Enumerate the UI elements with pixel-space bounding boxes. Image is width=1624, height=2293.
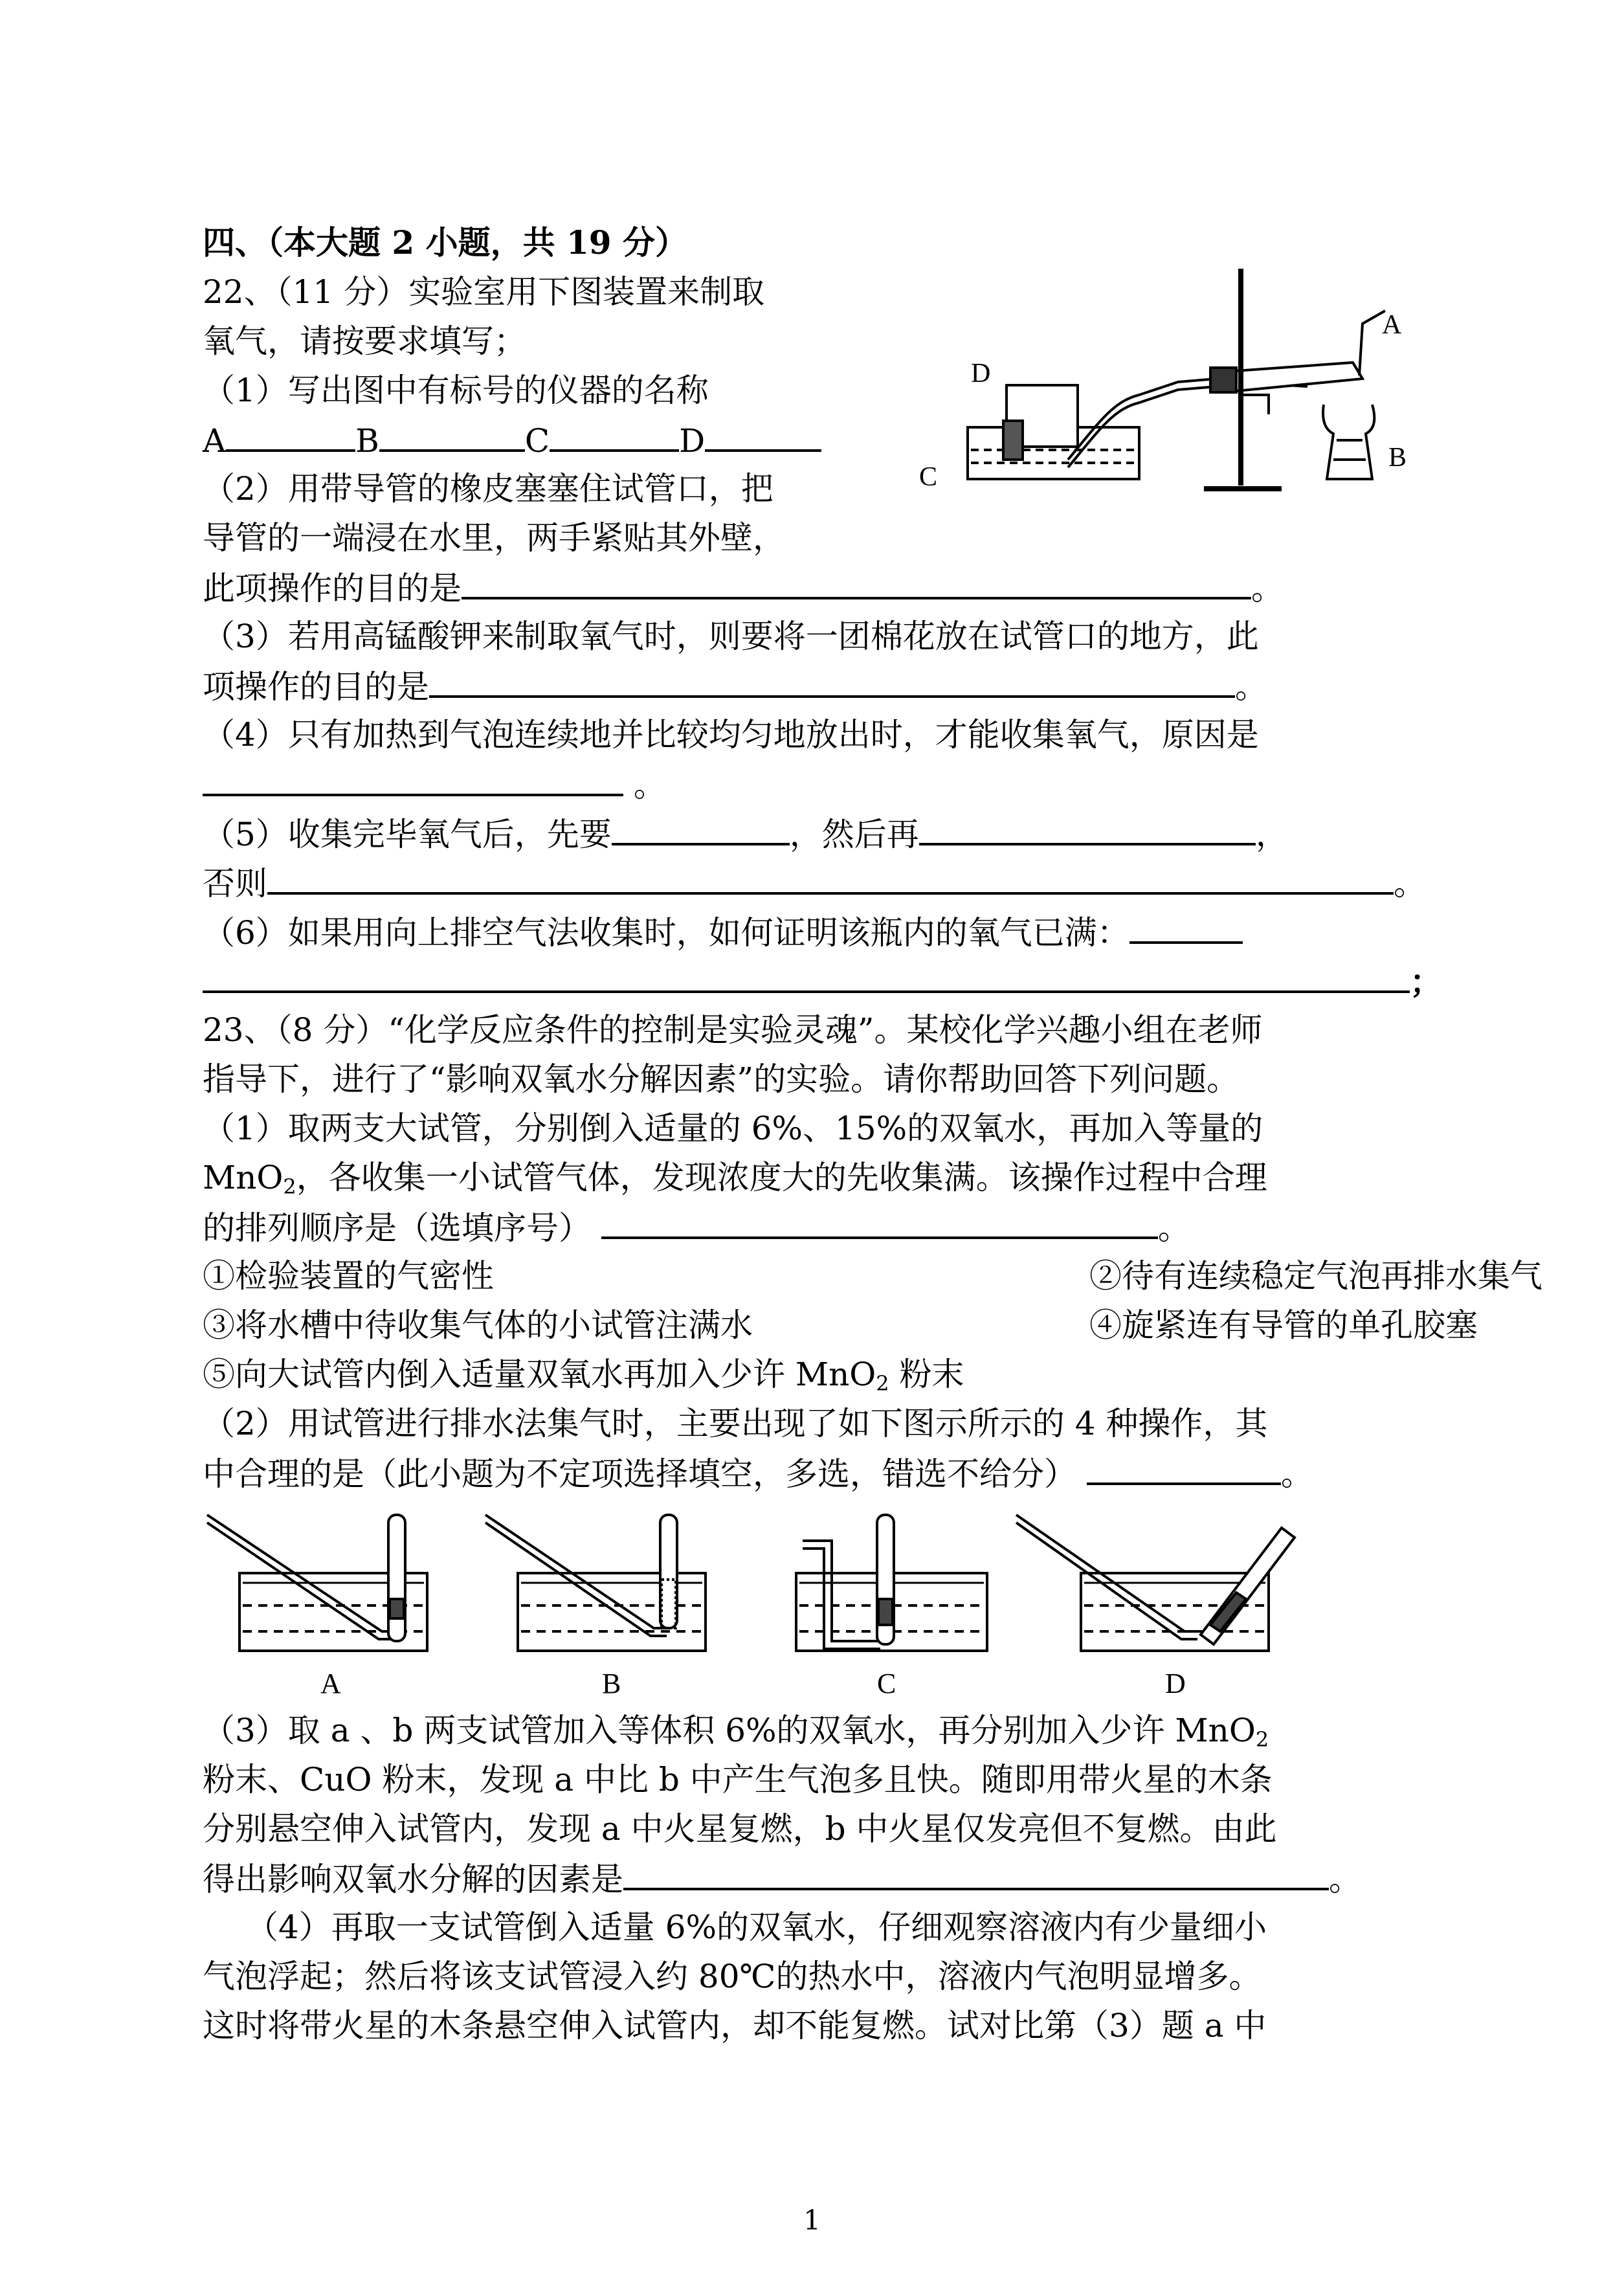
q23-options-row1	[203, 1252, 1542, 1300]
punct: 。	[1235, 668, 1267, 706]
q22-p6a	[203, 908, 1243, 957]
fig-label-c: C	[919, 462, 938, 492]
q22-p2a: （2）用带导管的橡皮塞塞住试管口，把	[203, 470, 773, 508]
punct: ，	[1255, 816, 1288, 853]
q23-p1c-text: 的排列顺序是（选填序号）	[203, 1209, 591, 1247]
q22-line1: 22、（11 分）实验室用下图装置来制取	[203, 273, 765, 311]
q22-p5b-text: 否则	[203, 865, 267, 902]
page-number: 1	[803, 2204, 821, 2236]
q23-p3a	[203, 1706, 1269, 1763]
subscript: 2	[1255, 1727, 1269, 1752]
q22-p2c	[203, 563, 1284, 612]
punct: 。	[1251, 570, 1284, 607]
figure-a-shapes	[207, 1515, 427, 1651]
answer-blank-23-2[interactable]	[1087, 1449, 1281, 1485]
option-4: ④旋紧连有导管的单孔胶塞	[1089, 1306, 1478, 1344]
figure-d-shapes	[1016, 1515, 1295, 1651]
answer-blank-b[interactable]	[379, 416, 525, 452]
q23-options-row2	[203, 1301, 1478, 1349]
answer-blank-23-1[interactable]	[601, 1203, 1158, 1239]
q23-p3b: 粉末、CuO 粉末，发现 a 中比 b 中产生气泡多且快。随即用带火星的木条	[203, 1761, 1273, 1798]
punct: 。	[1280, 1455, 1313, 1493]
option-5-tail: 粉末	[889, 1356, 964, 1393]
fig-label-d: D	[971, 359, 991, 388]
fig-label-a: A	[320, 1668, 341, 1699]
option-3: ③将水槽中待收集气体的小试管注满水	[203, 1306, 753, 1344]
mno2-text: MnO	[203, 1159, 284, 1196]
fig-label-d: D	[1165, 1668, 1186, 1699]
q22-p3b	[203, 662, 1267, 711]
answer-blank-2[interactable]	[462, 563, 1251, 599]
q22-p1: （1）写出图中有标号的仪器的名称	[203, 372, 709, 409]
section-title: 四、（本大题 2 小题，共 19 分）	[203, 223, 687, 262]
answer-blank-23-3[interactable]	[623, 1854, 1329, 1890]
q22-line2: 氧气，请按要求填写；	[203, 322, 526, 360]
q22-p5a	[203, 809, 1288, 858]
fig-label-b: B	[602, 1668, 621, 1699]
answer-blank-6a[interactable]	[1129, 908, 1243, 944]
q22-p3b-text: 项操作的目的是	[203, 668, 429, 706]
q22-p4a: （4）只有加热到气泡连续地并比较均匀地放出时，才能收集氧气，原因是	[203, 716, 1259, 754]
q23-p3a-text: （3）取 a 、b 两支试管加入等体积 6%的双氧水，再分别加入少许 MnO	[203, 1712, 1256, 1749]
blank-label-d: D	[679, 422, 706, 460]
q22-p3a: （3）若用高锰酸钾来制取氧气时，则要将一团棉花放在试管口的地方，此	[203, 618, 1259, 655]
fig-label-a: A	[1382, 310, 1402, 340]
blank-label-b: B	[355, 422, 379, 460]
q22-p2c-text: 此项操作的目的是	[203, 570, 462, 607]
q22-p2b: 导管的一端浸在水里，两手紧贴其外壁，	[203, 519, 785, 557]
figure-b-shapes	[485, 1515, 706, 1651]
figure-c-shapes	[796, 1515, 987, 1651]
q23-p4b: 气泡浮起；然后将该支试管浸入约 80℃的热水中，溶液内气泡明显增多。	[203, 1958, 1262, 1995]
q22-p6a-text: （6）如果用向上排空气法收集时，如何证明该瓶内的氧气已满：	[203, 914, 1129, 952]
q22-p4b	[203, 760, 666, 809]
answer-blank-5a[interactable]	[612, 809, 790, 845]
option-2: ②待有连续稳定气泡再排水集气	[1089, 1257, 1542, 1295]
answer-blank-4[interactable]	[203, 760, 623, 796]
q23-line2: 指导下，进行了“影响双氧水分解因素”的实验。请你帮助回答下列问题。	[203, 1060, 1240, 1098]
option-5: ⑤向大试管内倒入适量双氧水再加入少许 MnO	[203, 1356, 876, 1393]
option-1: ①检验装置的气密性	[203, 1257, 494, 1295]
q23-line1: 23、（8 分）“化学反应条件的控制是实验灵魂”。某校化学兴趣小组在老师	[203, 1011, 1263, 1049]
answer-blank-5c[interactable]	[267, 858, 1394, 895]
punct: 。	[1394, 865, 1426, 902]
answer-blank-d[interactable]	[705, 416, 821, 452]
answer-blank-a[interactable]	[226, 416, 355, 452]
blank-label-c: C	[524, 422, 550, 460]
subscript: 2	[283, 1174, 296, 1199]
subscript: 2	[876, 1371, 889, 1396]
answer-blank-3[interactable]	[429, 662, 1235, 698]
gas-collection-figures	[201, 1502, 1430, 1703]
q23-p1b-rest: ，各收集一小试管气体，发现浓度大的先收集满。该操作过程中合理	[296, 1159, 1267, 1196]
q22-p1-blanks	[203, 416, 821, 465]
punct: 。	[1329, 1861, 1361, 1898]
q22-p5b	[203, 858, 1426, 908]
answer-blank-c[interactable]	[550, 416, 679, 452]
q22-p5a-text2: ，然后再	[789, 816, 919, 853]
punct: 。	[1157, 1209, 1190, 1247]
blank-label-a: A	[203, 422, 227, 460]
q23-p2b-text: 中合理的是（此小题为不定项选择填空，多选，错选不给分）	[203, 1455, 1076, 1493]
q23-p2a: （2）用试管进行排水法集气时，主要出现了如下图示所示的 4 种操作，其	[203, 1405, 1268, 1442]
q23-p3d-text: 得出影响双氧水分解的因素是	[203, 1861, 623, 1898]
q22-p5a-text1: （5）收集完毕氧气后，先要	[203, 816, 612, 853]
q23-p4c: 这时将带火星的木条悬空伸入试管内，却不能复燃。试对比第（3）题 a 中	[203, 2007, 1267, 2044]
q23-p4a: （4）再取一支试管倒入适量 6%的双氧水，仔细观察溶液内有少量细小	[246, 1908, 1267, 1946]
oxygen-apparatus-figure	[906, 265, 1424, 518]
q22-p6b	[203, 957, 1442, 1006]
q23-p2b	[203, 1449, 1313, 1498]
answer-blank-6b[interactable]	[203, 957, 1410, 993]
q23-p1c	[203, 1203, 1190, 1252]
q23-p1a: （1）取两支大试管，分别倒入适量的 6%、15%的双氧水，再加入等量的	[203, 1110, 1263, 1147]
answer-blank-5b[interactable]	[919, 809, 1256, 845]
fig-label-b: B	[1388, 443, 1407, 473]
q23-p1b	[203, 1154, 1267, 1211]
q23-p3d	[203, 1854, 1361, 1903]
q23-p3c: 分别悬空伸入试管内，发现 a 中火星复燃，b 中火星仅发亮但不复燃。由此	[203, 1810, 1277, 1848]
punct: ；	[1410, 963, 1442, 1001]
q23-options-row3	[203, 1350, 964, 1407]
punct: 。	[633, 766, 666, 804]
fig-label-c: C	[877, 1668, 896, 1699]
